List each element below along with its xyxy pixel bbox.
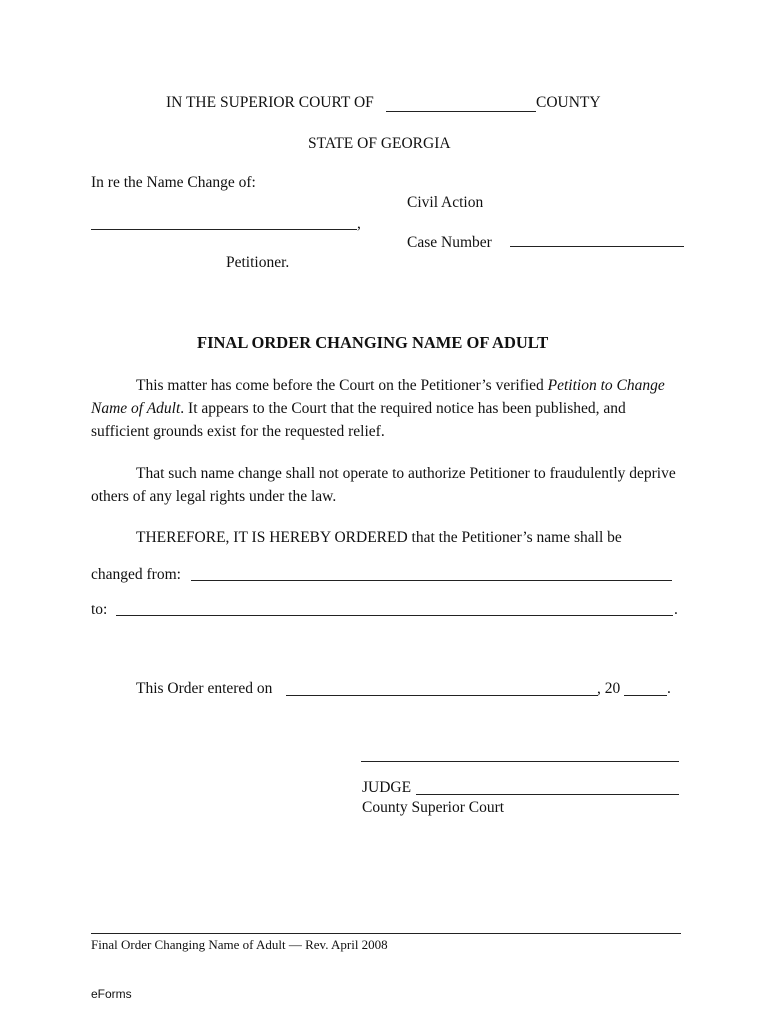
year-period: .: [667, 680, 671, 697]
to-period: .: [674, 601, 678, 618]
paragraph-ordered: THEREFORE, IT IS HEREBY ORDERED that the Petitioner’s name shall be: [136, 529, 622, 546]
paragraph-petition: [91, 374, 681, 443]
case-number-label: Case Number: [407, 234, 492, 251]
in-re-label: In re the Name Change of:: [91, 174, 256, 191]
new-name-field[interactable]: [116, 615, 673, 616]
entered-date-field[interactable]: [286, 695, 598, 696]
footer-form-title: Final Order Changing Name of Adult — Rev. April 2008: [91, 937, 388, 952]
petition-title-italic: Petition to Change Name of Adult: [91, 377, 665, 417]
judge-name-field[interactable]: [416, 794, 679, 795]
petitioner-comma: ,: [357, 215, 361, 232]
judge-label: JUDGE: [362, 779, 412, 796]
old-name-field[interactable]: [191, 580, 672, 581]
year-prefix: , 20: [597, 680, 621, 697]
county-superior-court-label: County Superior Court: [362, 799, 505, 816]
judge-signature-line[interactable]: [361, 761, 679, 762]
entered-label: This Order entered on: [136, 680, 273, 697]
petitioner-name-field[interactable]: [91, 229, 357, 230]
entered-year-field[interactable]: [624, 695, 667, 696]
court-suffix: COUNTY: [536, 94, 601, 111]
eforms-brand: eForms: [91, 987, 132, 1001]
state-heading: STATE OF GEORGIA: [308, 135, 451, 152]
to-label: to:: [91, 601, 108, 618]
para1-end: . It appears to the Court that the required notice has been published, and sufficient grounds exist for the requested relief.: [91, 400, 626, 440]
footer-divider: [91, 933, 681, 934]
court-prefix: IN THE SUPERIOR COURT OF: [166, 94, 374, 111]
document-title: FINAL ORDER CHANGING NAME OF ADULT: [197, 333, 549, 352]
para1-start: This matter has come before the Court on the Petitioner’s verified: [136, 377, 548, 394]
petitioner-label: Petitioner.: [226, 254, 290, 271]
county-name-field[interactable]: [386, 111, 536, 112]
paragraph-fraud: That such name change shall not operate to authorize Petitioner to fraudulently deprive others of any legal rights under the law.: [91, 465, 676, 505]
civil-action-label: Civil Action: [407, 194, 484, 211]
case-number-field[interactable]: [510, 246, 684, 247]
changed-from-label: changed from:: [91, 566, 181, 583]
